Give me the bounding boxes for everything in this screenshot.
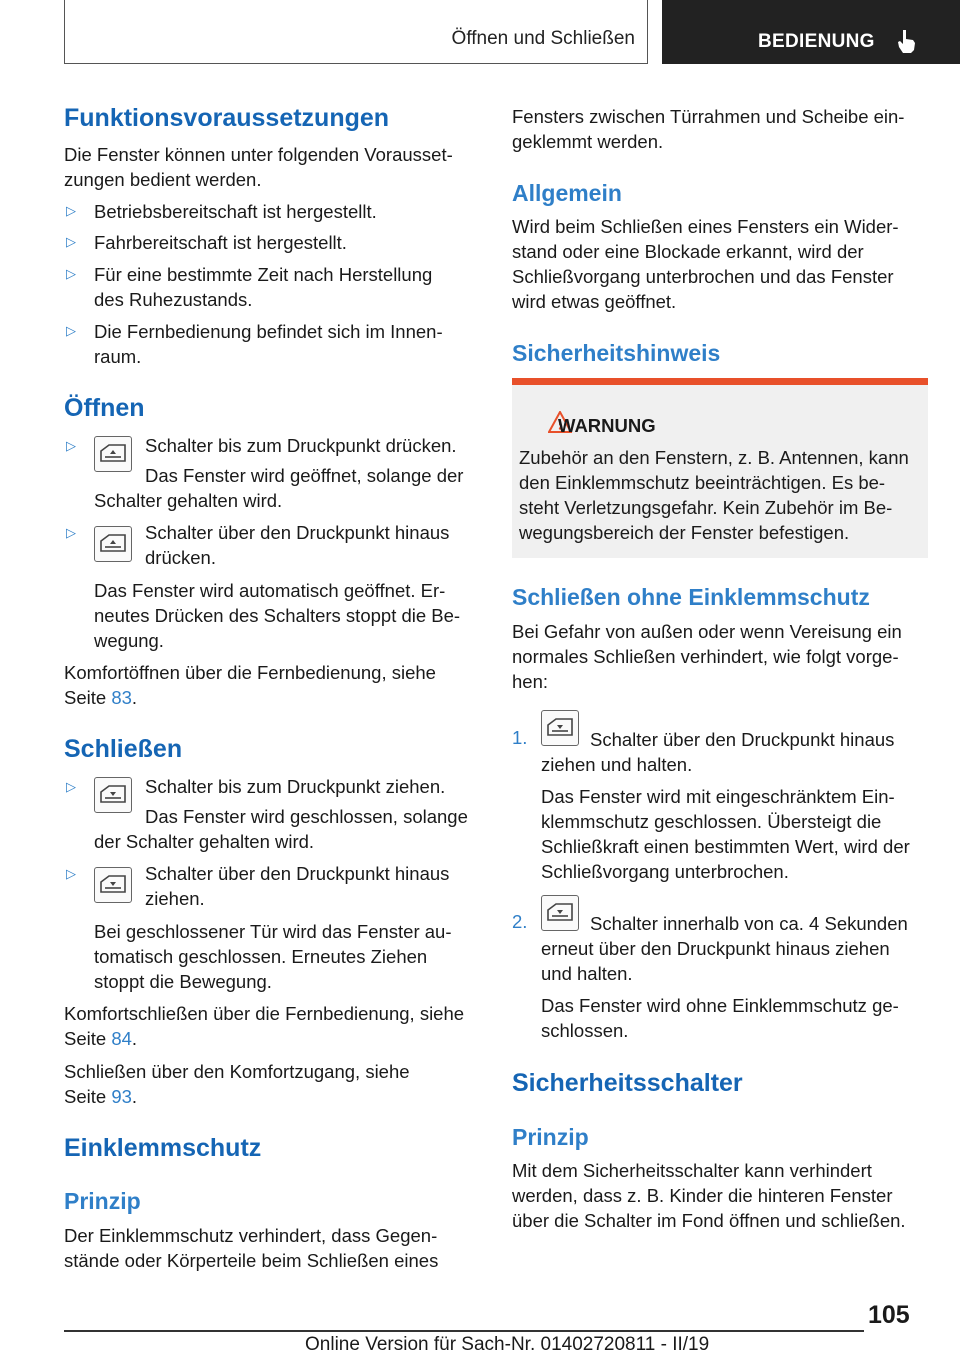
- window-switch-icon: [94, 436, 132, 472]
- page-reference-prefix: Seite: [64, 1086, 112, 1107]
- subheading-prinzip: Prinzip: [64, 1188, 141, 1214]
- paragraph-line: Schalter bis zum Druckpunkt drücken.: [145, 435, 457, 456]
- triangle-right-icon: ▷: [66, 525, 76, 540]
- paragraph-line: Bei Gefahr von außen oder wenn Vereisung ein: [512, 621, 902, 642]
- page-link-84[interactable]: 84: [111, 1028, 132, 1049]
- paragraph-line: ziehen und halten.: [541, 754, 693, 775]
- list-item: Fahrbereitschaft ist hergestellt.: [94, 232, 347, 253]
- warning-text-line: steht Verletzungsgefahr. Kein Zubehör im Be-: [519, 497, 893, 518]
- paragraph-line: geklemmt werden.: [512, 131, 664, 152]
- paragraph-line: Schließen über den Komfortzugang, siehe: [64, 1061, 410, 1082]
- paragraph-line: Schalter über den Druckpunkt hinaus: [145, 522, 450, 543]
- triangle-right-icon: ▷: [66, 234, 76, 249]
- paragraph-line: stand oder eine Blockade erkannt, wird der: [512, 241, 864, 262]
- paragraph-line: stände oder Körperteile beim Schließen eines: [64, 1250, 439, 1271]
- paragraph-line: Das Fenster wird geöffnet, solange der: [145, 465, 464, 486]
- subheading-allgemein: Allgemein: [512, 180, 622, 206]
- paragraph-line: Komfortöffnen über die Fernbedienung, siehe: [64, 662, 436, 683]
- paragraph-line: Das Fenster wird automatisch geöffnet. Er-: [94, 580, 446, 601]
- window-switch-icon: [94, 867, 132, 903]
- paragraph-line: Wird beim Schließen eines Fensters ein Wider-: [512, 216, 899, 237]
- header-section-title: BEDIENUNG: [758, 31, 875, 52]
- paragraph-line: Das Fenster wird ohne Einklemmschutz ge-: [541, 995, 899, 1016]
- warning-text-line: den Einklemmschutz beeinträchtigen. Es be-: [519, 472, 886, 493]
- triangle-right-icon: ▷: [66, 438, 76, 453]
- subheading-sicherheitshinweis: Sicherheitshinweis: [512, 340, 721, 366]
- window-switch-icon: [541, 710, 579, 746]
- triangle-right-icon: ▷: [66, 866, 76, 881]
- paragraph-line: wegung.: [94, 630, 164, 651]
- paragraph-line: ziehen.: [145, 888, 205, 909]
- paragraph-line: Schalter über den Druckpunkt hinaus: [145, 863, 450, 884]
- paragraph-line: und halten.: [541, 963, 633, 984]
- paragraph-line: klemmschutz geschlossen. Übersteigt die: [541, 811, 882, 832]
- paragraph-line: neutes Drücken des Schalters stoppt die Be-: [94, 605, 461, 626]
- paragraph-line: Schalter gehalten wird.: [94, 490, 283, 511]
- warning-text-line: Zubehör an den Fenstern, z. B. Antennen, kann: [519, 447, 909, 468]
- heading-oeffnen: Öffnen: [64, 394, 145, 422]
- hand-pointer-icon: [896, 28, 918, 54]
- heading-schliessen: Schließen: [64, 735, 183, 763]
- paragraph-line: erneut über den Druckpunkt hinaus ziehen: [541, 938, 890, 959]
- paragraph-line: normales Schließen verhindert, wie folgt vorge-: [512, 646, 899, 667]
- paragraph-line: Schalter über den Druckpunkt hinaus: [590, 729, 895, 750]
- paragraph-line: wird etwas geöffnet.: [512, 291, 677, 312]
- subheading-schliessen-ohne-einklemmschutz: Schließen ohne Einklemmschutz: [512, 584, 870, 610]
- paragraph-line: hen:: [512, 671, 549, 692]
- paragraph-line: Schließvorgang unterbrochen und das Fenster: [512, 266, 894, 287]
- header-section-box: [662, 0, 960, 64]
- paragraph-line: über die Schalter im Fond öffnen und schließen.: [512, 1210, 906, 1231]
- window-switch-icon: [94, 777, 132, 813]
- warning-text-line: wegungsbereich der Fenster befestigen.: [519, 522, 850, 543]
- paragraph-line: Schalter bis zum Druckpunkt ziehen.: [145, 776, 446, 797]
- list-item: raum.: [94, 346, 142, 367]
- paragraph-line: Schließvorgang unterbrochen.: [541, 861, 789, 882]
- triangle-right-icon: ▷: [66, 266, 76, 281]
- footer-online-version: Online Version für Sach-Nr. 01402720811 - II/19: [305, 1334, 710, 1355]
- paragraph-line: Die Fenster können unter folgenden Vorausset-: [64, 144, 453, 165]
- page-reference: Seite 93.: [64, 1086, 138, 1107]
- paragraph-line: Der Einklemmschutz verhindert, dass Gegen-: [64, 1225, 438, 1246]
- paragraph-line: stoppt die Bewegung.: [94, 971, 272, 992]
- page-reference: Seite 83.: [64, 687, 138, 708]
- list-item: Betriebsbereitschaft ist hergestellt.: [94, 201, 377, 222]
- heading-einklemmschutz: Einklemmschutz: [64, 1134, 262, 1162]
- paragraph-line: drücken.: [145, 547, 216, 568]
- warning-box: [512, 378, 928, 558]
- paragraph-line: Schließkraft einen bestimmten Wert, wird der: [541, 836, 910, 857]
- list-item: des Ruhezustands.: [94, 289, 253, 310]
- page-link-93[interactable]: 93: [111, 1086, 132, 1107]
- paragraph-line: Bei geschlossener Tür wird das Fenster au-: [94, 921, 452, 942]
- page-reference-prefix: Seite: [64, 687, 112, 708]
- header-chapter-title: Öffnen und Schließen: [451, 28, 635, 49]
- paragraph-line: Fensters zwischen Türrahmen und Scheibe ein-: [512, 106, 905, 127]
- paragraph-line: Mit dem Sicherheitsschalter kann verhindert: [512, 1160, 872, 1181]
- paragraph-line: Schalter innerhalb von ca. 4 Sekunden: [590, 913, 908, 934]
- paragraph-line: zungen bedient werden.: [64, 169, 262, 190]
- heading-funktionsvoraussetzungen: Funktionsvoraussetzungen: [64, 104, 390, 132]
- list-item: Die Fernbedienung befindet sich im Innen-: [94, 321, 443, 342]
- page-reference-prefix: Seite: [64, 1028, 112, 1049]
- window-switch-icon: [94, 526, 132, 562]
- page-reference: Seite 84.: [64, 1028, 138, 1049]
- page-link-83[interactable]: 83: [111, 687, 132, 708]
- warning-title: WARNUNG: [558, 415, 656, 436]
- step-number: 2.: [512, 911, 528, 932]
- paragraph-line: schlossen.: [541, 1020, 629, 1041]
- triangle-right-icon: ▷: [66, 323, 76, 338]
- paragraph-line: der Schalter gehalten wird.: [94, 831, 315, 852]
- heading-sicherheitsschalter: Sicherheitsschalter: [512, 1069, 743, 1097]
- page-number: 105: [868, 1301, 910, 1329]
- paragraph-line: Das Fenster wird mit eingeschränktem Ein-: [541, 786, 895, 807]
- footer-divider: [64, 1330, 864, 1332]
- header-chapter-box: [64, 0, 648, 64]
- window-switch-icon: [541, 895, 579, 931]
- paragraph-line: Komfortschließen über die Fernbedienung, siehe: [64, 1003, 465, 1024]
- list-item: Für eine bestimmte Zeit nach Herstellung: [94, 264, 433, 285]
- subheading-prinzip: Prinzip: [512, 1124, 589, 1150]
- paragraph-line: tomatisch geschlossen. Erneutes Ziehen: [94, 946, 428, 967]
- paragraph-line: werden, dass z. B. Kinder die hinteren Fenster: [512, 1185, 893, 1206]
- paragraph-line: Das Fenster wird geschlossen, solange: [145, 806, 468, 827]
- triangle-right-icon: ▷: [66, 779, 76, 794]
- step-number: 1.: [512, 727, 528, 748]
- triangle-right-icon: ▷: [66, 203, 76, 218]
